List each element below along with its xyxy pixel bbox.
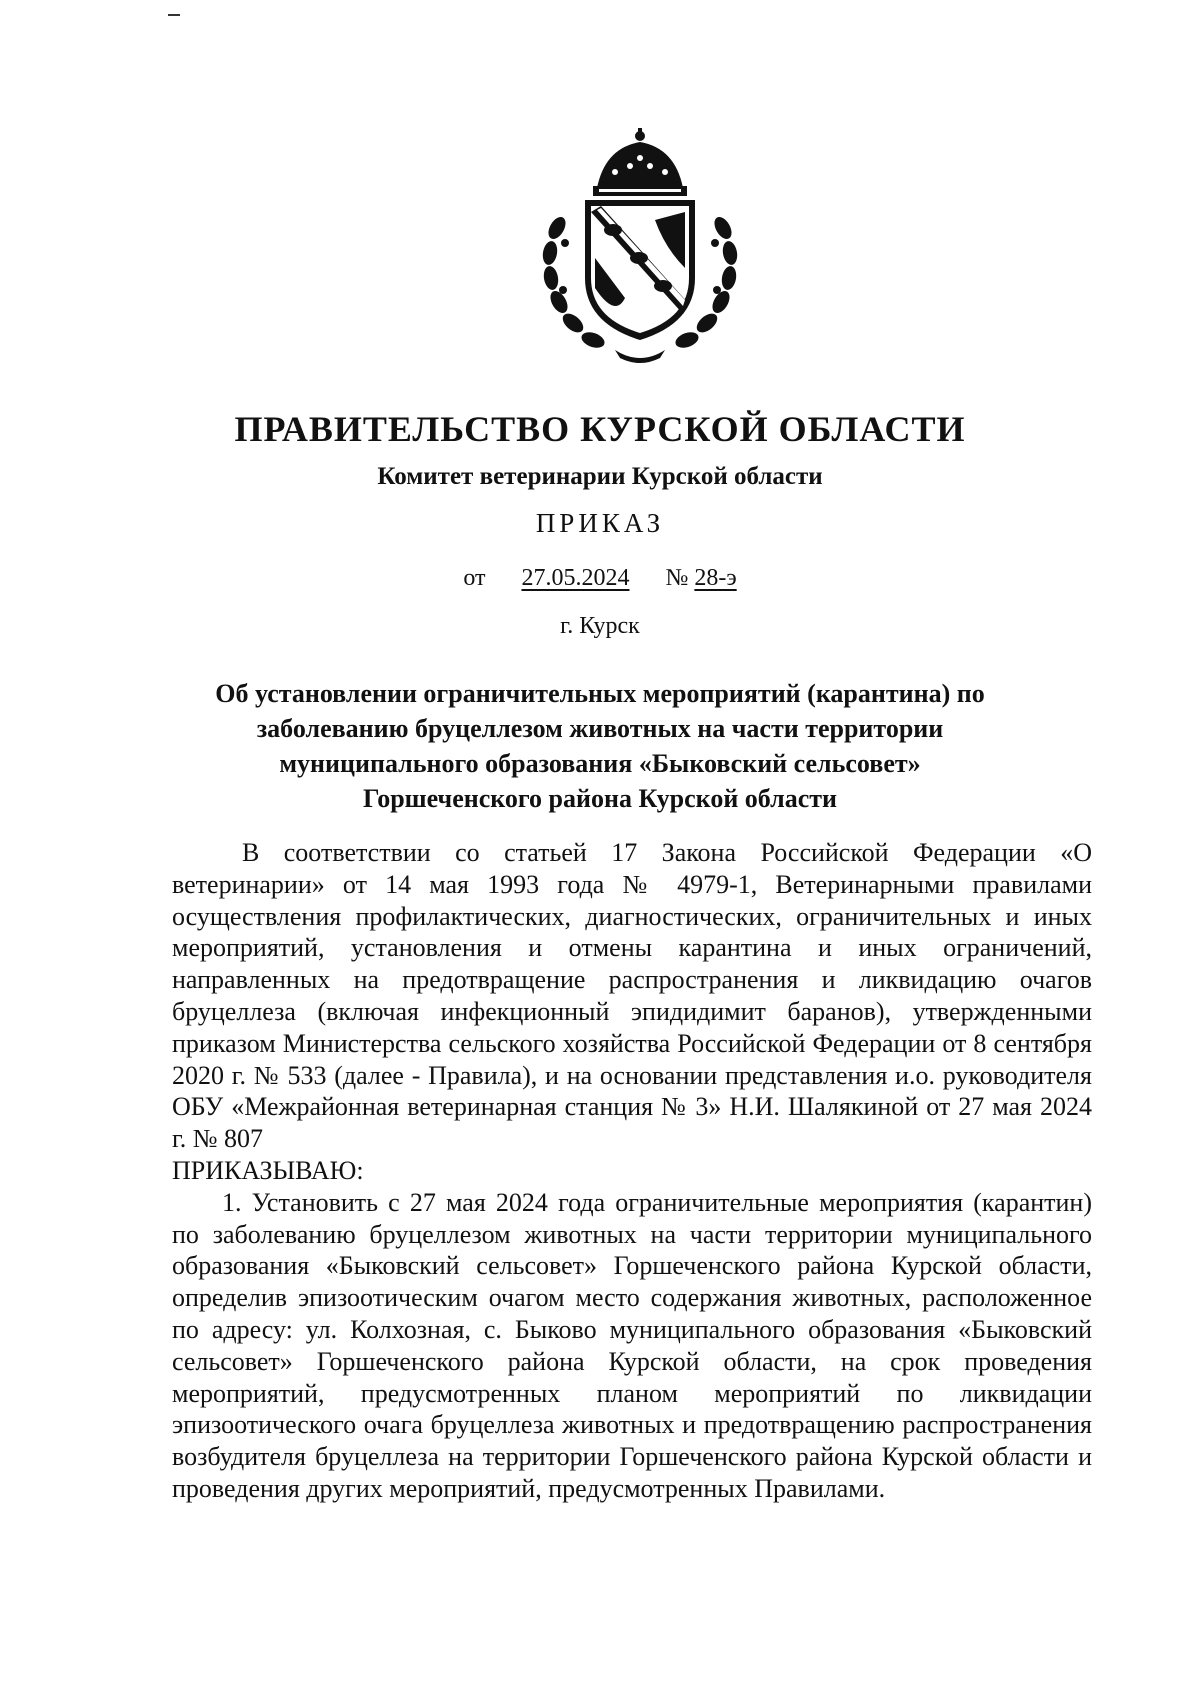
- coat-of-arms-emblem: [535, 128, 745, 368]
- document-body: [172, 837, 1092, 1505]
- title-line: муниципального образования «Быковский сельсовет»: [279, 749, 921, 778]
- city: г. Курск: [560, 613, 640, 639]
- title-line: Горшеченского района Курской области: [362, 784, 838, 813]
- document-title: [200, 676, 1000, 816]
- government-title: ПРАВИТЕЛЬСТВО КУРСКОЙ ОБЛАСТИ: [234, 409, 966, 449]
- scan-artifact: [168, 14, 180, 16]
- document-date: 27.05.2024: [521, 565, 630, 591]
- order-item-1: 1. Установить с 27 мая 2024 года ограничительные мероприятия (карантин) по заболеванию бруцеллезом животных на части территории муниципального образования «Быковский сельсовет» Горшеченского района Курской области, определив эпизоотическим очагом место содержания животных, расположенное по адресу: ул. Колхозная, с. Быково муниципального образования «Быковский сельсовет» Горшеченского района Курской области, на срок проведения мероприятий, предусмотренных планом мероприятий по ликвидации эпизоотического очага бруцеллеза животных и предотвращению распространения возбудителя бруцеллеза на территории Горшеченского района Курской области и проведения других мероприятий, предусмотренных Правилами.: [172, 1187, 1092, 1503]
- order-word: ПРИКАЗЫВАЮ:: [172, 1155, 364, 1185]
- title-line: заболеванию бруцеллезом животных на части территории: [256, 714, 944, 743]
- document-number: 28-э: [694, 565, 737, 591]
- committee-name: Комитет ветеринарии Курской области: [377, 463, 823, 490]
- preamble-paragraph: В соответствии со статьей 17 Закона Российской Федерации «О ветеринарии» от 14 мая 1993 года № 4979-1, Ветеринарными правилами осуществления профилактических, диагностических, ограничительных и иных мероприятий, установления и отмены карантина и иных ограничений, направленных на предотвращение распространения и ликвидацию очагов бруцеллеза (включая инфекционный эпидидимит баранов), утвержденными приказом Министерства сельского хозяйства Российской Федерации от 8 сентября 2020 г. № 533 (далее - Правила), и на основании представления и.о. руководителя ОБУ «Межрайонная ветеринарная станция № 3» Н.И. Шалякиной от 27 мая 2024 г. № 807: [172, 838, 1092, 1154]
- document-type: ПРИКАЗ: [535, 508, 665, 538]
- date-prefix: от: [463, 565, 486, 591]
- title-line: Об установлении ограничительных мероприятий (карантина) по: [215, 679, 985, 708]
- number-prefix: №: [665, 565, 689, 591]
- date-number-line: [0, 565, 1200, 592]
